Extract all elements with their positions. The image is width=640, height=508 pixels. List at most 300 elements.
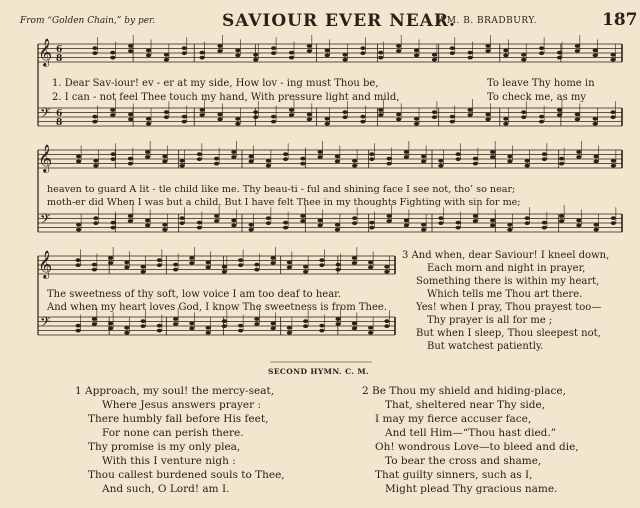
note-head (450, 51, 455, 55)
note-head (611, 221, 616, 225)
note-head (128, 219, 133, 223)
bass-staff (38, 317, 395, 335)
note-head (575, 44, 580, 48)
note-head (384, 324, 389, 328)
note-head (490, 150, 495, 154)
note-head (319, 324, 324, 328)
note-head (92, 51, 97, 55)
note-head (157, 263, 162, 267)
note-head (182, 51, 187, 55)
hymn2-col2-line: Oh! wondrous Love—to bleed and die, (375, 441, 579, 453)
note-head (206, 326, 211, 330)
note-head (146, 122, 151, 126)
note-head (468, 108, 473, 112)
note-head (450, 46, 455, 50)
note-head (539, 51, 544, 55)
hymn2-col1-line: And such, O Lord! am I. (102, 483, 230, 495)
note-head (576, 150, 581, 154)
note-head (319, 258, 324, 262)
note-head (335, 223, 340, 227)
hymn2-col2-line: 2 Be Thou my shield and hiding-place, (362, 385, 566, 397)
note-head (238, 258, 243, 262)
note-head (485, 113, 490, 117)
note-head (287, 326, 292, 330)
note-head (360, 46, 365, 50)
note-head (222, 324, 227, 328)
lyric-s1-l2-end: To check me, as my (487, 92, 587, 103)
note-head (141, 324, 146, 328)
note-head (593, 49, 598, 53)
verse3-line: Each morn and night in prayer, (427, 263, 586, 274)
note-head (217, 113, 222, 117)
note-head (253, 58, 258, 62)
note-head (485, 49, 490, 53)
note-head (111, 157, 116, 161)
note-head (342, 110, 347, 114)
note-head (325, 122, 330, 126)
note-head (368, 331, 373, 335)
source-credit: From “Golden Chain,” by per. (20, 16, 156, 26)
note-head (369, 221, 374, 225)
note-head (128, 157, 133, 161)
note-head (352, 327, 357, 331)
note-head (124, 266, 129, 270)
note-head (124, 326, 129, 330)
note-head (576, 155, 581, 159)
note-head (521, 110, 526, 114)
note-head (318, 150, 323, 154)
note-head (206, 261, 211, 265)
bass-clef-icon: 𝄢 (40, 105, 51, 124)
note-head (76, 223, 81, 227)
note-head (249, 155, 254, 159)
note-head (576, 219, 581, 223)
note-head (162, 160, 167, 164)
note-head (611, 164, 616, 168)
note-head (404, 155, 409, 159)
note-head (128, 162, 133, 166)
verse3-line: Which tells me Thou art there. (427, 289, 583, 300)
note-head (124, 261, 129, 265)
note-head (157, 324, 162, 328)
treble-clef-icon: 𝄞 (38, 38, 53, 66)
note-head (235, 117, 240, 121)
hymn2-col1-line: Thou callest burdened souls to Thee, (88, 469, 285, 481)
note-head (575, 113, 580, 117)
note-head (173, 268, 178, 272)
note-head (525, 221, 530, 225)
note-head (325, 117, 330, 121)
note-head (307, 44, 312, 48)
note-head (542, 221, 547, 225)
note-head (557, 51, 562, 55)
note-head (189, 322, 194, 326)
note-head (542, 152, 547, 156)
note-head (289, 56, 294, 60)
note-head (214, 162, 219, 166)
note-head (307, 49, 312, 53)
note-head (468, 51, 473, 55)
note-head (319, 263, 324, 267)
note-head (145, 224, 150, 228)
note-head (539, 115, 544, 119)
note-head (182, 115, 187, 119)
lyric-s3-l1: The sweetness of thy soft, low voice I am too deaf to hear. (47, 289, 342, 300)
note-head (249, 223, 254, 227)
note-head (128, 44, 133, 48)
note-head (238, 324, 243, 328)
note-head (222, 319, 227, 323)
note-head (214, 157, 219, 161)
verse3-line: Thy prayer is all for me ; (427, 315, 553, 326)
verse3-line: Something there is within my heart, (416, 276, 600, 287)
note-head (253, 110, 258, 114)
note-head (214, 214, 219, 218)
note-head (141, 265, 146, 269)
note-head (396, 118, 401, 122)
note-head (369, 226, 374, 230)
note-head (611, 159, 616, 163)
note-head (360, 120, 365, 124)
note-head (503, 122, 508, 126)
note-head (141, 319, 146, 323)
note-head (384, 319, 389, 323)
note-head (525, 216, 530, 220)
hymn2-col2-line: Might plead Thy gracious name. (385, 483, 558, 495)
note-head (325, 49, 330, 53)
note-head (438, 159, 443, 163)
note-head (271, 46, 276, 50)
note-head (576, 224, 581, 228)
note-head (303, 324, 308, 328)
note-head (146, 117, 151, 121)
bass-staff (38, 214, 622, 232)
note-head (92, 115, 97, 119)
lyric-s2-l1: heaven to guard A lit - tle child like me. Thy beau-ti - ful and shining face I see not, tho’ so near; (47, 184, 516, 195)
note-head (473, 214, 478, 218)
note-head (438, 221, 443, 225)
note-head (404, 150, 409, 154)
treble-clef-icon: 𝄞 (38, 250, 53, 278)
hymn2-col1-line: 1 Approach, my soul! the mercy-seat, (75, 385, 275, 397)
note-head (352, 256, 357, 260)
note-head (525, 164, 530, 168)
note-head (145, 150, 150, 154)
note-head (93, 216, 98, 220)
note-head (253, 115, 258, 119)
note-head (128, 113, 133, 117)
lyric-s1-l1: 1. Dear Sav-iour! ev - er at my side, How lov - ing must Thou be, (52, 78, 379, 89)
note-head (200, 56, 205, 60)
note-head (414, 54, 419, 58)
note-head (468, 113, 473, 117)
note-head (206, 331, 211, 335)
note-head (266, 221, 271, 225)
lyric-s3-l2: And when my heart loves God, I know The sweetness is from Thee. (47, 302, 387, 313)
note-head (396, 44, 401, 48)
note-head (235, 122, 240, 126)
note-head (110, 56, 115, 60)
lyric-s2-l2: moth-er did When I was but a child. But I have felt Thee in my thoughts Fighting with sin for me; (47, 197, 521, 208)
note-head (189, 256, 194, 260)
note-head (432, 53, 437, 57)
note-head (325, 54, 330, 58)
note-head (108, 256, 113, 260)
note-head (456, 157, 461, 161)
note-head (507, 223, 512, 227)
note-head (238, 329, 243, 333)
note-head (266, 159, 271, 163)
note-head (421, 155, 426, 159)
time-signature-icon: 8 (56, 54, 63, 64)
note-head (141, 270, 146, 274)
note-head (384, 265, 389, 269)
note-head (342, 115, 347, 119)
note-head (162, 223, 167, 227)
note-head (266, 216, 271, 220)
note-head (521, 115, 526, 119)
note-head (222, 265, 227, 269)
note-head (173, 263, 178, 267)
hymn2-col1-line: Where Jesus answers prayer : (102, 399, 262, 411)
note-head (92, 322, 97, 326)
note-head (490, 219, 495, 223)
note-head (559, 157, 564, 161)
note-head (352, 221, 357, 225)
note-head (318, 155, 323, 159)
note-head (93, 164, 98, 168)
note-head (384, 270, 389, 274)
note-head (368, 261, 373, 265)
note-head (593, 117, 598, 121)
note-head (404, 224, 409, 228)
note-head (111, 221, 116, 225)
note-head (253, 53, 258, 57)
note-head (76, 155, 81, 159)
note-head (283, 226, 288, 230)
note-head (231, 155, 236, 159)
note-head (197, 226, 202, 230)
note-head (145, 219, 150, 223)
note-head (287, 266, 292, 270)
note-head (525, 159, 530, 163)
note-head (283, 157, 288, 161)
note-head (271, 120, 276, 124)
note-head (128, 49, 133, 53)
note-head (93, 221, 98, 225)
note-head (352, 164, 357, 168)
note-head (76, 228, 81, 232)
note-head (266, 164, 271, 168)
note-head (146, 54, 151, 58)
note-head (76, 258, 81, 262)
note-head (369, 152, 374, 156)
note-head (593, 122, 598, 126)
note-head (450, 115, 455, 119)
note-head (539, 46, 544, 50)
note-head (456, 152, 461, 156)
note-head (352, 322, 357, 326)
note-head (231, 224, 236, 228)
time-signature-icon: 6 (56, 45, 63, 55)
note-head (378, 113, 383, 117)
hymn-title: SAVIOUR EVER NEAR. (222, 11, 456, 31)
note-head (222, 270, 227, 274)
note-head (307, 118, 312, 122)
note-head (108, 261, 113, 265)
note-head (206, 266, 211, 270)
note-head (249, 228, 254, 232)
treble-staff (38, 150, 622, 168)
note-head (189, 261, 194, 265)
note-head (594, 155, 599, 159)
note-head (180, 216, 185, 220)
note-head (414, 49, 419, 53)
note-head (336, 268, 341, 272)
note-head (378, 51, 383, 55)
note-head (593, 54, 598, 58)
note-head (421, 223, 426, 227)
note-head (575, 49, 580, 53)
verse3-line: 3 And when, dear Saviour! I kneel down, (402, 250, 610, 261)
bass-clef-icon: 𝄢 (40, 211, 51, 230)
page-number: 187 (602, 10, 638, 30)
note-head (162, 155, 167, 159)
lyric-s1-l2: 2. I can - not feel Thee touch my hand, With pressure light and mild, (52, 92, 400, 103)
note-head (157, 329, 162, 333)
note-head (238, 263, 243, 267)
note-head (542, 226, 547, 230)
note-head (610, 58, 615, 62)
note-head (200, 51, 205, 55)
note-head (180, 164, 185, 168)
note-head (76, 324, 81, 328)
note-head (473, 162, 478, 166)
note-head (300, 157, 305, 161)
note-head (200, 108, 205, 112)
hymn2-col2-line: I may my fierce accuser face, (375, 413, 532, 425)
verse3-line: Yes! when I pray, Thou prayest too— (416, 302, 602, 313)
note-head (503, 117, 508, 121)
note-head (432, 58, 437, 62)
note-head (387, 157, 392, 161)
note-head (180, 221, 185, 225)
note-head (164, 110, 169, 114)
note-head (456, 226, 461, 230)
note-head (128, 118, 133, 122)
note-head (128, 214, 133, 218)
note-head (521, 58, 526, 62)
note-head (289, 51, 294, 55)
note-head (197, 152, 202, 156)
note-head (490, 155, 495, 159)
note-head (254, 268, 259, 272)
note-head (162, 228, 167, 232)
note-head (421, 160, 426, 164)
note-head (336, 317, 341, 321)
note-head (335, 155, 340, 159)
note-head (610, 115, 615, 119)
note-head (189, 327, 194, 331)
note-head (318, 224, 323, 228)
note-head (336, 322, 341, 326)
note-head (594, 223, 599, 227)
note-head (146, 49, 151, 53)
composer: WM. B. BRADBURY. (437, 16, 537, 26)
verse3-line: But watchest patiently. (427, 341, 544, 352)
note-head (360, 51, 365, 55)
note-head (387, 219, 392, 223)
note-head (507, 160, 512, 164)
note-head (164, 53, 169, 57)
note-head (164, 58, 169, 62)
note-head (352, 216, 357, 220)
note-head (414, 117, 419, 121)
note-head (456, 221, 461, 225)
note-head (110, 113, 115, 117)
hymn2-col1-line: Thy promise is my only plea, (88, 441, 241, 453)
note-head (92, 268, 97, 272)
note-head (396, 49, 401, 53)
note-head (404, 219, 409, 223)
note-head (157, 258, 162, 262)
hymn2-col1-line: For none can perish there. (102, 427, 244, 439)
note-head (182, 46, 187, 50)
note-head (342, 58, 347, 62)
note-head (182, 120, 187, 124)
note-head (594, 160, 599, 164)
note-head (217, 118, 222, 122)
note-head (214, 219, 219, 223)
note-head (254, 322, 259, 326)
treble-staff (38, 256, 395, 274)
note-head (559, 162, 564, 166)
note-head (271, 322, 276, 326)
note-head (197, 157, 202, 161)
note-head (289, 108, 294, 112)
note-head (507, 155, 512, 159)
note-head (611, 216, 616, 220)
note-head (503, 54, 508, 58)
note-head (369, 157, 374, 161)
note-head (432, 115, 437, 119)
note-head (336, 263, 341, 267)
hymn2-col1-line: There humbly fall before His feet, (88, 413, 269, 425)
note-head (173, 322, 178, 326)
lyric-s1-l1-end: To leave Thy home in (487, 78, 595, 89)
note-head (559, 219, 564, 223)
time-signature-icon: 8 (56, 118, 63, 128)
note-head (231, 150, 236, 154)
note-head (197, 221, 202, 225)
note-head (289, 113, 294, 117)
note-head (249, 160, 254, 164)
note-head (378, 108, 383, 112)
note-head (342, 53, 347, 57)
treble-clef-icon: 𝄞 (38, 144, 53, 172)
note-head (438, 164, 443, 168)
hymn2-col2-line: And tell Him—“Thou hast died.” (385, 427, 557, 439)
note-head (173, 317, 178, 321)
note-head (92, 120, 97, 124)
note-head (610, 53, 615, 57)
note-head (300, 219, 305, 223)
note-head (76, 329, 81, 333)
hymn2-col2-line: To bear the cross and shame, (385, 455, 542, 467)
note-head (92, 317, 97, 321)
note-head (110, 51, 115, 55)
note-head (318, 219, 323, 223)
